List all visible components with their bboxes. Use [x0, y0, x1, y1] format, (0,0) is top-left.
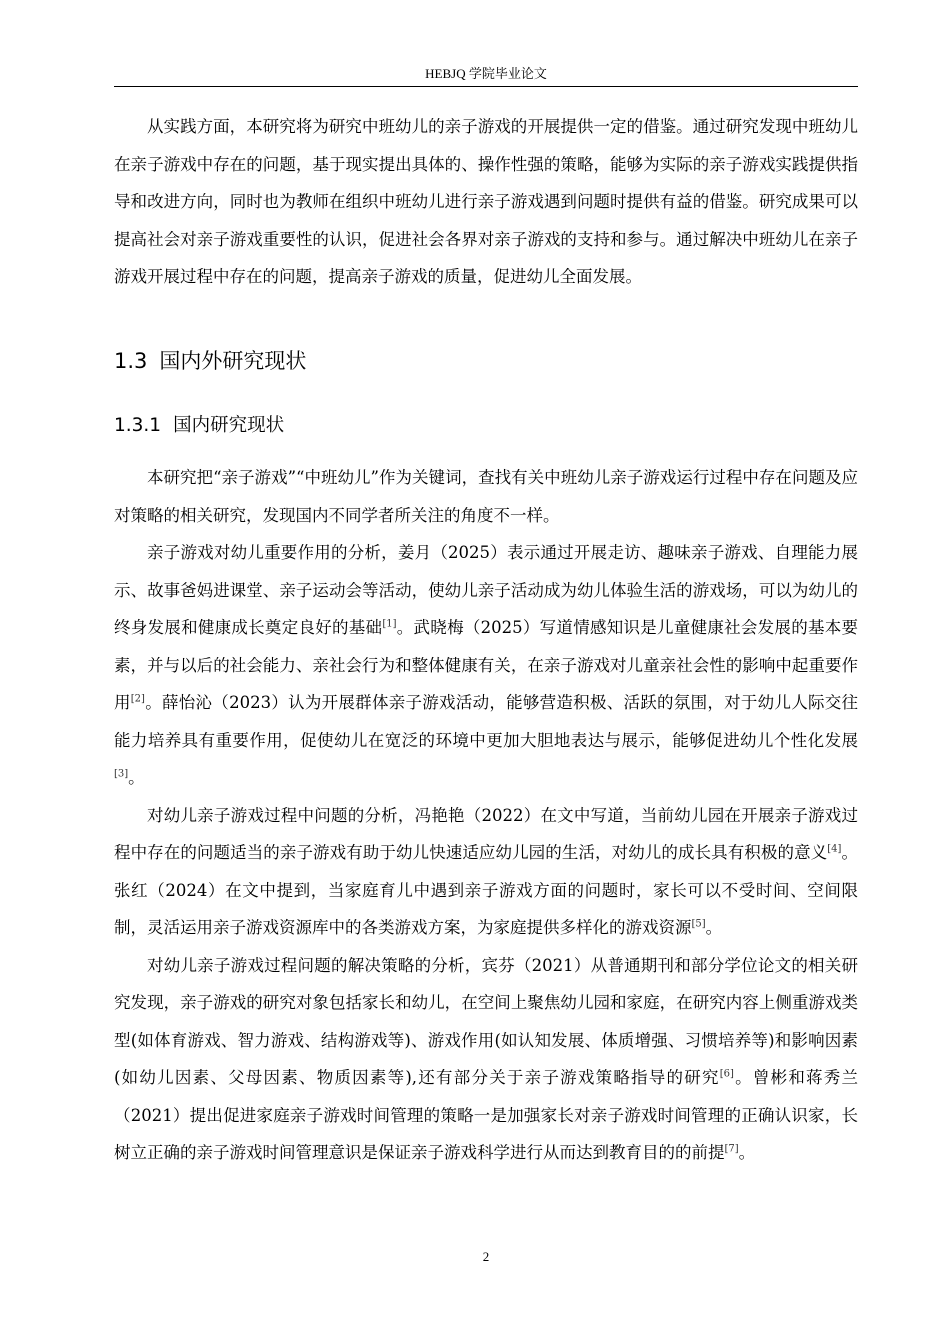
subsection-title: 国内研究现状	[173, 415, 285, 436]
paragraph-text: 。曾彬和蒋秀兰（2021）提出促进家庭亲子游戏时间管理的策略一是加强家长对亲子游戏时间管理的正确认识家，长树立正确的亲子游戏时间管理意识是保证亲子游戏科学进行从而达到教育目的的前提	[114, 1068, 859, 1162]
domestic-research-block	[114, 459, 858, 1172]
subsection-heading	[114, 411, 858, 441]
paragraph-keywords: 本研究把“亲子游戏”“中班幼儿”作为关键词，查找有关中班幼儿亲子游戏运行过程中存在问题及应对策略的相关研究，发现国内不同学者所关注的角度不一样。	[114, 468, 858, 525]
citation-5[interactable]: [5]	[691, 918, 706, 930]
paragraph-text: 。张红（2024）在文中提到，当家庭育儿中遇到亲子游戏方面的问题时，家长可以不受时间、空间限制，灵活运用亲子游戏资源库中的各类游戏方案，为家庭提供多样化的游戏资源	[114, 843, 859, 937]
header-divider	[114, 86, 858, 87]
paragraph-problems	[114, 797, 858, 947]
paragraph-text: 。薛怡沁（2023）认为开展群体亲子游戏活动，能够营造积极、活跃的氛围，对于幼儿人际交往能力培养具有重要作用，促使幼儿在宽泛的环境中更加大胆地表达与展示，能够促进幼儿个性化发展	[114, 693, 859, 750]
paragraph-text: 对幼儿亲子游戏过程问题的解决策略的分析，宾芬（2021）从普通期刊和部分学位论文的相关研究发现，亲子游戏的研究对象包括家长和幼儿，在空间上聚焦幼儿园和家庭，在研究内容上侧重游戏类型(如体育游戏、智力游戏、结构游戏等)、游戏作用(如认知发展、体质增强、习惯培养等)和影响因素(如幼儿因素、父母因素、物质因素等),还有部分关于亲子游戏策略指导的研究	[114, 955, 858, 1087]
section-number: 1.3	[114, 349, 148, 373]
paragraph-importance	[114, 534, 858, 797]
paragraph-text: 。	[128, 768, 145, 787]
citation-1[interactable]: [1]	[382, 618, 397, 630]
intro-paragraph: 从实践方面，本研究将为研究中班幼儿的亲子游戏的开展提供一定的借鉴。通过研究发现中班幼儿在亲子游戏中存在的问题，基于现实提出具体的、操作性强的策略，能够为实际的亲子游戏实践提供指导和改进方向，同时也为教师在组织中班幼儿进行亲子游戏遇到问题时提供有益的借鉴。研究成果可以提高社会对亲子游戏重要性的认识，促进社会各界对亲子游戏的支持和参与。通过解决中班幼儿在亲子游戏开展过程中存在的问题，提高亲子游戏的质量，促进幼儿全面发展。	[114, 117, 858, 286]
subsection-number: 1.3.1	[114, 415, 162, 436]
citation-6[interactable]: [6]	[719, 1068, 734, 1080]
paragraph-text: 。	[738, 1143, 756, 1162]
paragraph-text: 对幼儿亲子游戏过程中问题的分析，冯艳艳（2022）在文中写道，当前幼儿园在开展亲子游戏过程中存在的问题适当的亲子游戏有助于幼儿快速适应幼儿园的生活，对幼儿的成长具有积极的意义	[114, 805, 858, 862]
section-heading	[114, 344, 858, 378]
citation-4[interactable]: [4]	[827, 843, 842, 855]
citation-7[interactable]: [7]	[724, 1143, 739, 1155]
page-number: 2	[482, 1249, 490, 1264]
paragraph-strategies	[114, 947, 858, 1172]
citation-2[interactable]: [2]	[130, 693, 145, 705]
paragraph-text: 。武晓梅（2025）写道情感知识是儿童健康社会发展的基本要素，并与以后的社会能力、亲社会行为和整体健康有关，在亲子游戏对儿童亲社会性的影响中起重要作用	[114, 618, 859, 712]
section-title: 国内外研究现状	[159, 349, 307, 373]
citation-3[interactable]: [3]	[114, 768, 129, 780]
page-header: HEBJQ 学院毕业论文	[425, 66, 547, 81]
paragraph-text: 。	[705, 918, 723, 937]
paragraph-text: 亲子游戏对幼儿重要作用的分析，姜月（2025）表示通过开展走访、趣味亲子游戏、自理能力展示、故事爸妈进课堂、亲子运动会等活动，使幼儿亲子活动成为幼儿体验生活的游戏场，可以为幼儿的终身发展和健康成长奠定良好的基础	[114, 543, 858, 637]
intro-block	[114, 108, 858, 296]
